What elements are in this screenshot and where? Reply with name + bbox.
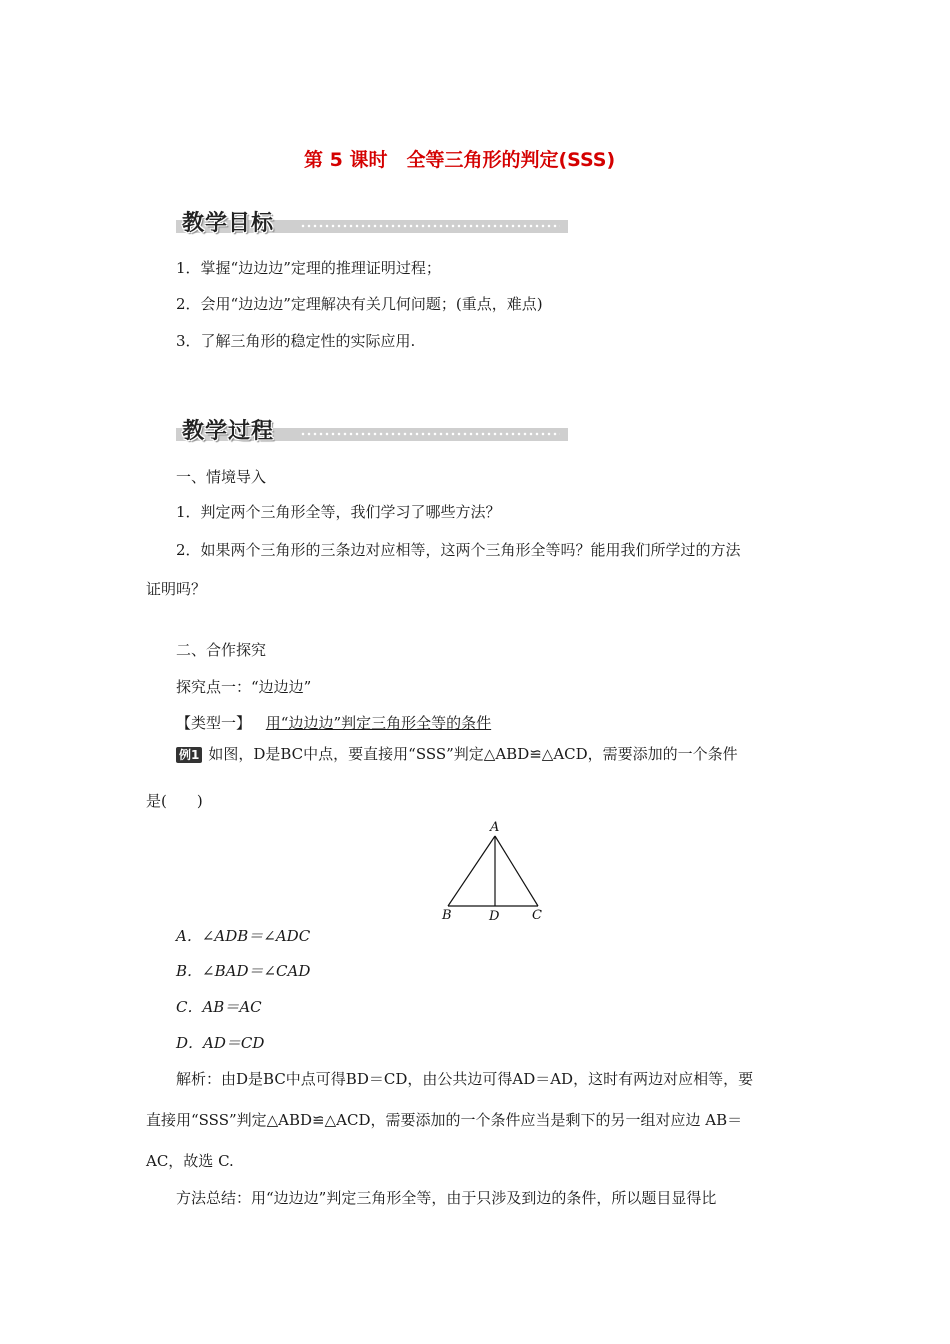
example-line2: 是( ) xyxy=(146,792,203,810)
process-heading: 教学过程 xyxy=(182,419,275,444)
label-a: A xyxy=(490,820,500,835)
example-line1 xyxy=(176,744,738,764)
type-label: 【类型一】 xyxy=(176,714,252,732)
process-banner xyxy=(176,414,568,446)
question-2-line1: 2．如果两个三角形的三条边对应相等，这两个三角形全等吗？能用我们所学过的方法 xyxy=(176,541,741,559)
objectives-heading: 教学目标 xyxy=(182,211,275,236)
type-title: 用“边边边”判定三角形全等的条件 xyxy=(265,714,492,732)
analysis-line3: AC，故选 C. xyxy=(146,1152,234,1170)
option-b: B．∠BAD＝∠CAD xyxy=(176,962,311,980)
page-title: 第 5 课时 全等三角形的判定(SSS) xyxy=(304,149,616,171)
option-d: D．AD＝CD xyxy=(176,1034,265,1052)
option-c: C．AB＝AC xyxy=(176,998,262,1016)
question-2-line2: 证明吗？ xyxy=(146,580,207,598)
example-text: 如图，D是BC中点，要直接用“SSS”判定△ABD≌△ACD，需要添加的一个条件 xyxy=(208,745,738,763)
section-title: 二、合作探究 xyxy=(176,641,267,659)
section-title: 一、情境导入 xyxy=(176,468,267,486)
banner-dots xyxy=(300,432,560,436)
banner-dots xyxy=(300,224,560,228)
option-a: A．∠ADB＝∠ADC xyxy=(176,927,311,945)
summary-line1: 方法总结：用“边边边”判定三角形全等，由于只涉及到边的条件，所以题目显得比 xyxy=(176,1189,717,1207)
question-1: 1．判定两个三角形全等，我们学习了哪些方法？ xyxy=(176,503,501,521)
objective-item: 3．了解三角形的稳定性的实际应用. xyxy=(176,332,416,350)
objective-item: 2．会用“边边边”定理解决有关几何问题；(重点，难点) xyxy=(176,295,543,313)
triangle-figure xyxy=(430,816,560,924)
label-d: D xyxy=(489,909,500,924)
type-heading xyxy=(176,713,491,733)
label-b: B xyxy=(442,908,452,923)
label-c: C xyxy=(532,908,542,923)
objective-item: 1．掌握“边边边”定理的推理证明过程； xyxy=(176,259,441,277)
analysis-line1: 解析：由D是BC中点可得BD＝CD，由公共边可得AD＝AD，这时有两边对应相等，要 xyxy=(176,1070,754,1088)
analysis-line2: 直接用“SSS”判定△ABD≌△ACD，需要添加的一个条件应当是剩下的另一组对应边 AB＝ xyxy=(146,1111,743,1129)
side-ab xyxy=(448,836,495,906)
example-badge: 例1 xyxy=(176,747,202,763)
side-ac xyxy=(495,836,538,906)
objectives-banner xyxy=(176,206,568,238)
explore-point: 探究点一：“边边边” xyxy=(176,678,312,696)
